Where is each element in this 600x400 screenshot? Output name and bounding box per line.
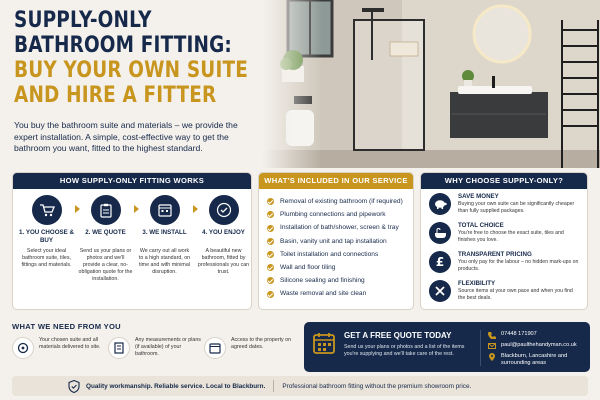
step-2 [76, 195, 135, 283]
step-text: Send us your plans or photos and we'll provide a clear, no-obligation quote for the installation. [78, 248, 133, 282]
check-icon [267, 211, 274, 218]
email-icon [488, 342, 496, 350]
footer-bar [12, 376, 588, 396]
check-icon [267, 277, 274, 284]
calendar-icon [150, 195, 180, 225]
footer-tagline: Quality workmanship. Reliable service. Local to Blackburn. [86, 382, 266, 390]
hero-section [0, 0, 600, 168]
step-text: We carry out all work to a high standard, on time and with minimal disruption. [138, 248, 191, 275]
footer-note: Professional bathroom fitting without the premium showroom price. [282, 382, 472, 390]
why-item-title: FLEXIBILITY [458, 280, 496, 287]
step-3 [135, 195, 194, 283]
need-item-text: Any measurements or plans (if available) of your bathroom. [135, 337, 201, 357]
included-item [267, 221, 405, 234]
need-item [108, 337, 204, 359]
need-title: WHAT WE NEED FROM YOU [12, 322, 121, 331]
headline-line-2: BATHROOM FITTING: [14, 32, 232, 58]
included-item-text: Plumbing connections and pipework [280, 211, 386, 219]
steps-row [17, 195, 252, 283]
need-section [12, 322, 300, 368]
quote-divider [480, 330, 481, 366]
hero-subtitle: You buy the bathroom suite and materials – we provide the expert installation. A simple, cost-effective way to get the bathroom you want, fitted to the highest standard. [14, 120, 238, 153]
hero-fade [262, 0, 322, 168]
why-item-text: You only pay for the labour – no hidden mark-ups on products. [458, 259, 579, 272]
check-circle-icon [209, 195, 239, 225]
footer-separator [273, 380, 274, 392]
quote-title: GET A FREE QUOTE TODAY [344, 331, 452, 340]
location-pin-icon [488, 353, 496, 361]
document-icon [108, 337, 130, 359]
calendar-icon [204, 337, 226, 359]
check-icon [267, 225, 274, 232]
why-item-flexibility [421, 276, 587, 305]
clipboard-icon [91, 195, 121, 225]
headline-line-4: AND HIRE A FITTER [14, 82, 217, 108]
step-title: 3. WE INSTALL [142, 229, 187, 236]
step-4 [194, 195, 252, 283]
why-item-title: TRANSPARENT PRICING [458, 251, 532, 258]
included-item-text: Toilet installation and connections [280, 250, 379, 258]
step-title: 2. WE QUOTE [85, 229, 126, 236]
quote-panel [304, 322, 590, 372]
email-link[interactable] [488, 342, 577, 350]
why-item-text: Buying your own suite can be significantly cheaper than fully supplied packages. [458, 201, 575, 214]
included-card [258, 172, 414, 310]
step-title: 4. YOU ENJOY [202, 229, 245, 236]
need-row [12, 337, 300, 359]
included-item-text: Removal of existing bathroom (if required) [280, 198, 403, 205]
included-item-text: Silicone sealing and finishing [280, 277, 365, 285]
phone-icon [488, 331, 496, 339]
shopping-cart-icon [32, 195, 62, 225]
included-item [267, 248, 405, 261]
included-item [267, 195, 405, 208]
check-icon [267, 251, 274, 258]
included-item-text: Installation of bath/shower, screen & tray [280, 224, 399, 232]
why-item-title: SAVE MONEY [458, 193, 499, 200]
check-icon [267, 291, 274, 298]
included-item [267, 208, 405, 221]
why-card [420, 172, 588, 310]
included-item [267, 235, 405, 248]
tape-measure-icon [12, 337, 34, 359]
shield-check-icon [68, 380, 80, 393]
why-item-text: You're free to choose the exact suite, tiles and finishes you love. [458, 230, 564, 243]
email-address: paul@paulthehandyman.co.uk [501, 342, 577, 348]
included-item [267, 287, 405, 300]
why-item-title: TOTAL CHOICE [458, 222, 504, 229]
check-icon [267, 238, 274, 245]
why-item-save-money [421, 189, 587, 218]
included-item-text: Waste removal and site clean [280, 290, 367, 298]
location-text: Blackburn, Lancashire and surrounding areas [501, 353, 568, 366]
piggy-bank-icon [429, 193, 451, 215]
calendar-icon [312, 331, 336, 355]
how-it-works-card [12, 172, 252, 310]
phone-link[interactable] [488, 331, 537, 339]
included-title: WHAT'S INCLUDED IN OUR SERVICE [259, 173, 413, 189]
step-title: 1. YOU CHOOSE & BUY [19, 229, 74, 244]
step-text: A beautiful new bathroom, fitted by professionals you can trust. [197, 248, 250, 275]
need-item-text: Your chosen suite and all materials delivered to site. [39, 337, 101, 350]
check-icon [267, 264, 274, 271]
quote-text: Send us your plans or photos and a list of the items you're supplying and we'll take care of the rest. [344, 344, 465, 357]
why-item-text: Source items at your own pace and when you find the best deals. [458, 288, 573, 301]
need-item [204, 337, 300, 359]
included-item-text: Wall and floor tiling [280, 264, 336, 272]
included-item [267, 274, 405, 287]
step-text: Select your ideal bathroom suite, tiles, fittings and materials. [21, 248, 72, 268]
need-item-text: Access to the property on agreed dates. [231, 337, 292, 350]
headline-line-3: BUY YOUR OWN SUITE [14, 57, 249, 83]
why-item-total-choice [421, 218, 587, 247]
included-item [267, 261, 405, 274]
included-item-text: Basin, vanity unit and tap installation [280, 237, 387, 245]
why-title: WHY CHOOSE SUPPLY-ONLY? [421, 173, 587, 189]
headline [14, 8, 264, 108]
included-list [259, 189, 413, 301]
why-item-transparent-pricing [421, 247, 587, 276]
headline-line-1: SUPPLY-ONLY [14, 7, 152, 33]
location-info [488, 353, 586, 367]
pound-icon: £ [429, 251, 451, 273]
bathtub-icon [429, 222, 451, 244]
need-item [12, 337, 108, 359]
how-it-works-title: HOW SUPPLY-ONLY FITTING WORKS [13, 173, 251, 189]
step-1 [17, 195, 76, 283]
phone-number: 07448 171907 [501, 331, 537, 337]
tools-icon [429, 280, 451, 302]
check-icon [267, 198, 274, 205]
